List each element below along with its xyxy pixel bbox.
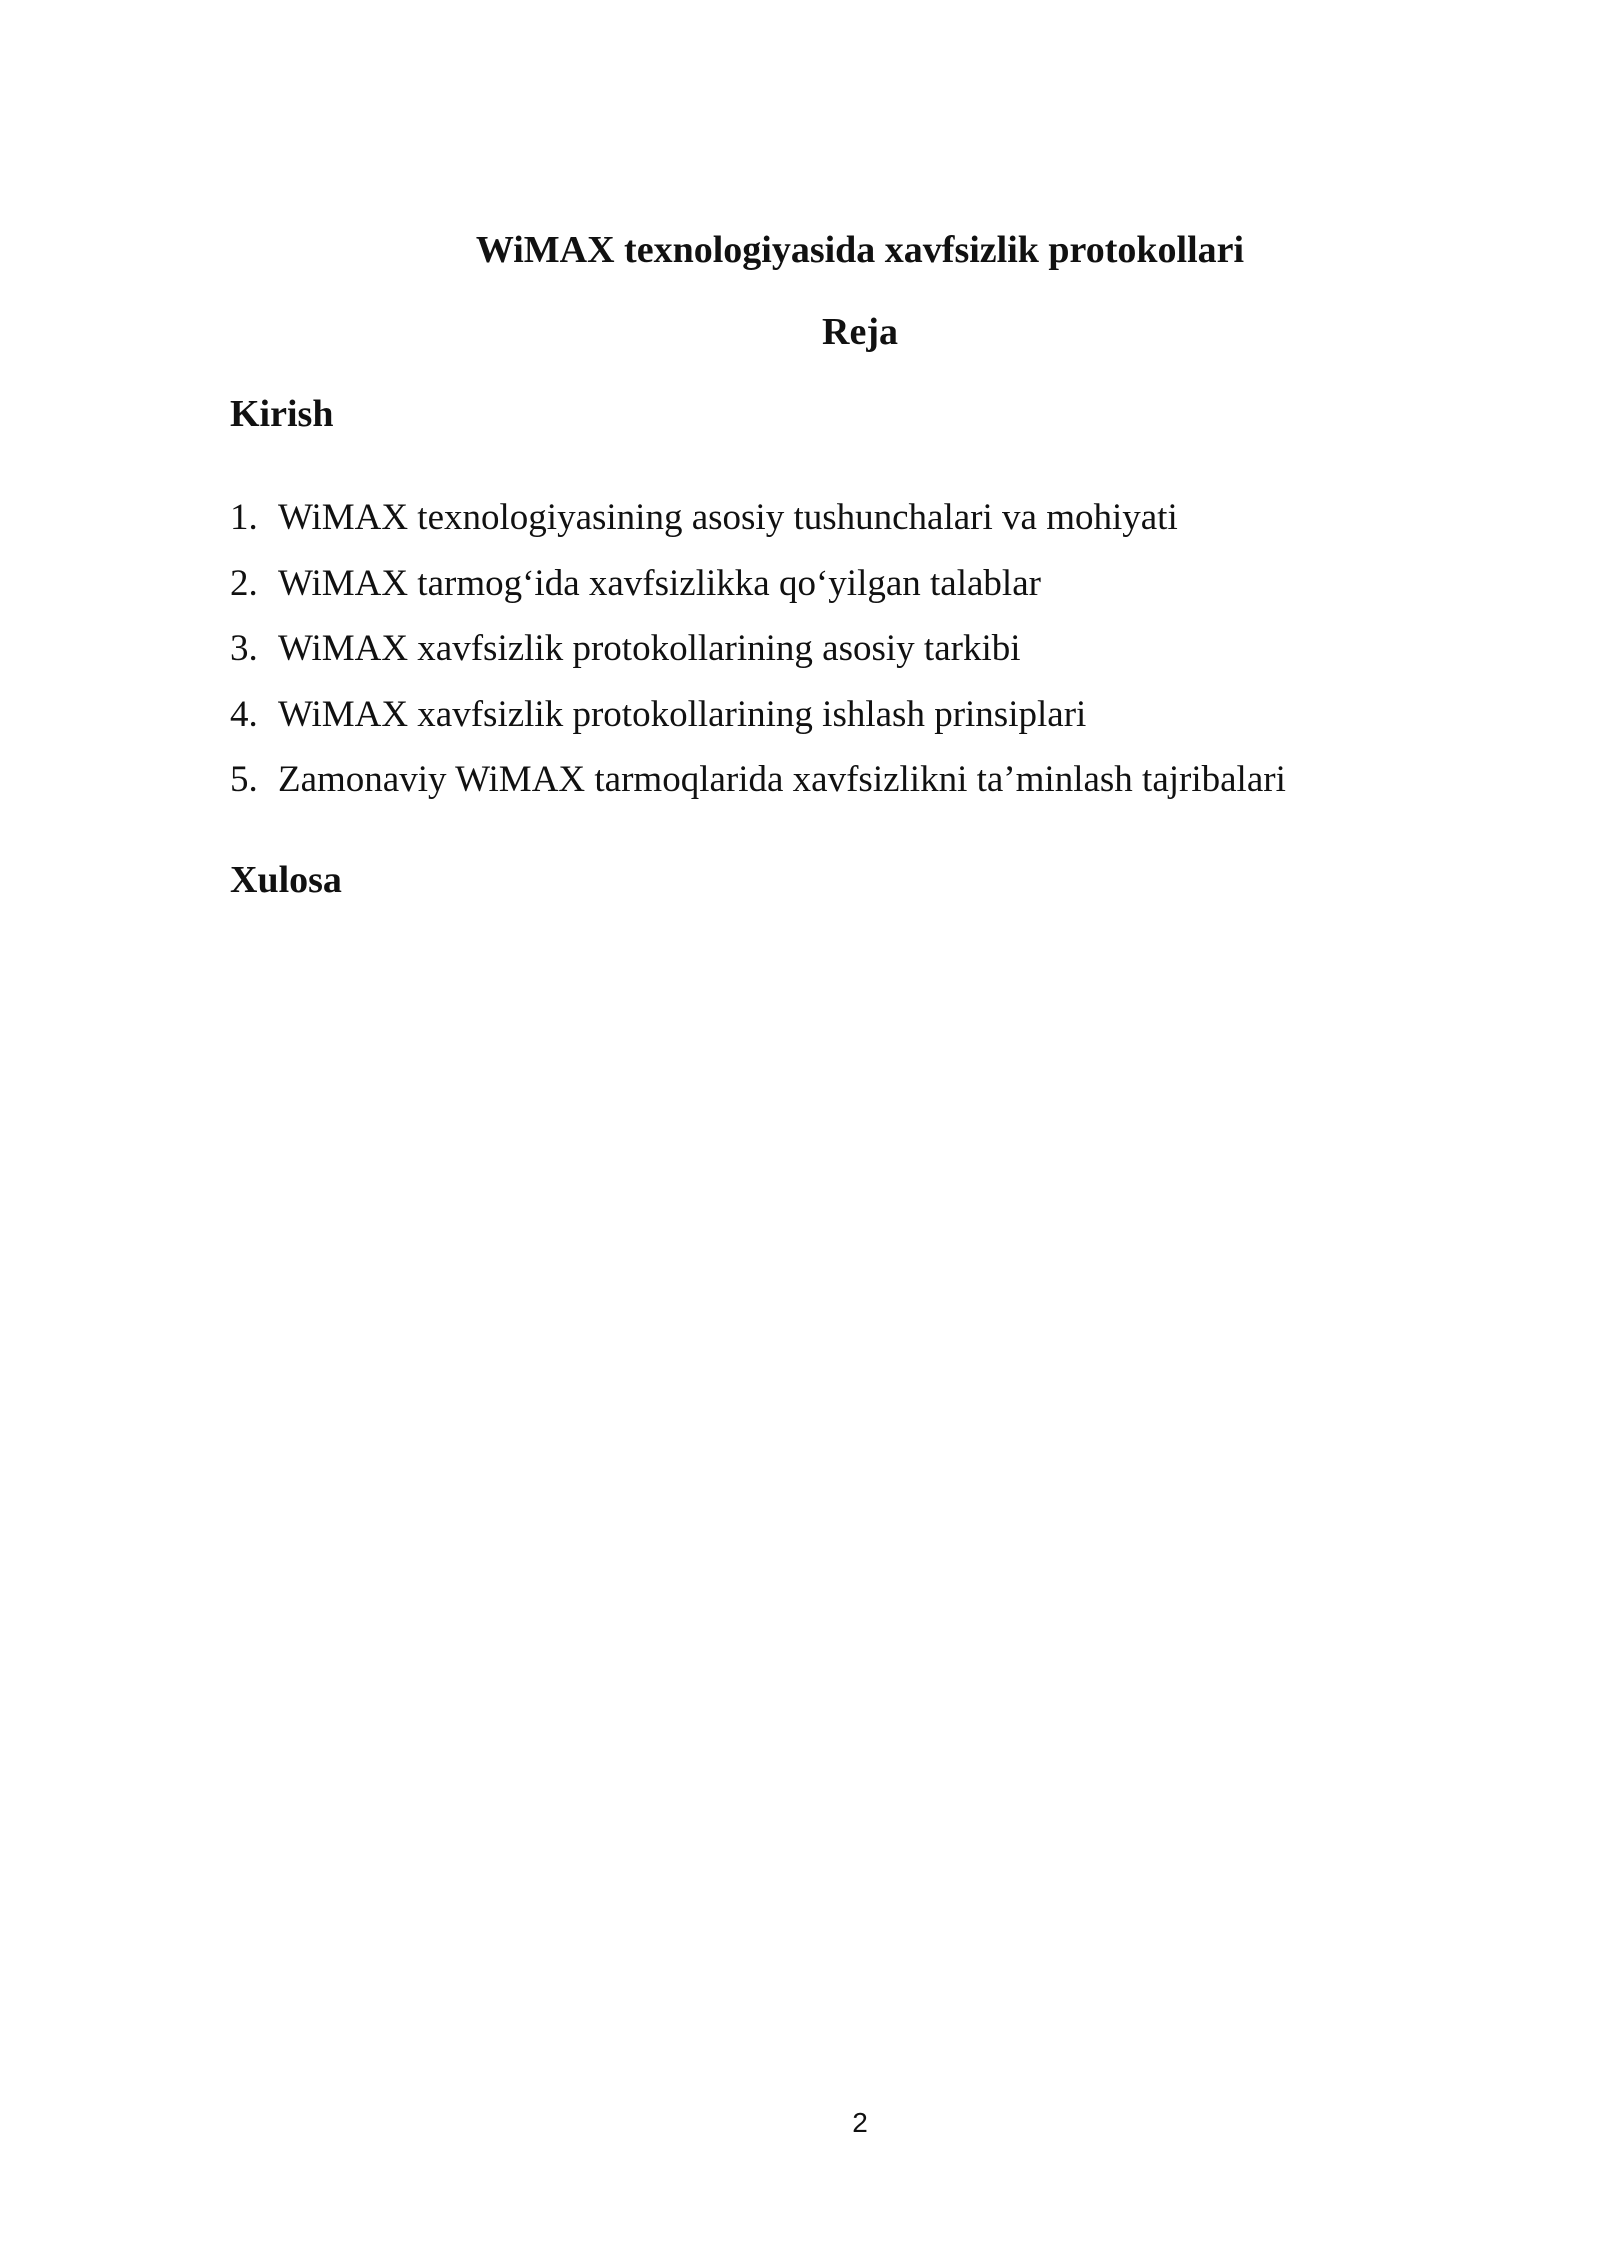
plan-item-text: WiMAX texnologiyasining asosiy tushunchalari va mohiyati <box>278 497 1178 538</box>
plan-item-4 <box>230 691 1286 757</box>
plan-item-number: 3. <box>230 628 258 669</box>
plan-item-2 <box>230 560 1286 626</box>
conclusion-heading: Xulosa <box>230 859 342 901</box>
plan-item-text: WiMAX tarmog‘ida xavfsizlikka qo‘yilgan talablar <box>278 562 1041 604</box>
plan-item-text: WiMAX xavfsizlik protokollarining ishlash prinsiplari <box>278 693 1087 735</box>
page-number: 2 <box>852 2107 868 2138</box>
plan-item-number: 5. <box>230 759 258 800</box>
plan-item-1 <box>230 494 1286 560</box>
plan-item-text: Zamonaviy WiMAX tarmoqlarida xavfsizlikni ta’minlash tajribalari <box>278 759 1286 800</box>
intro-heading: Kirish <box>230 393 334 435</box>
plan-list <box>230 494 1286 822</box>
plan-item-3 <box>230 625 1286 691</box>
plan-item-number: 1. <box>230 497 258 538</box>
plan-item-5 <box>230 756 1286 822</box>
plan-item-number: 2. <box>230 562 258 604</box>
plan-item-number: 4. <box>230 693 258 735</box>
plan-heading: Reja <box>822 311 898 353</box>
document-title: WiMAX texnologiyasida xavfsizlik protokollari <box>475 229 1245 271</box>
plan-item-text: WiMAX xavfsizlik protokollarining asosiy tarkibi <box>278 628 1021 669</box>
